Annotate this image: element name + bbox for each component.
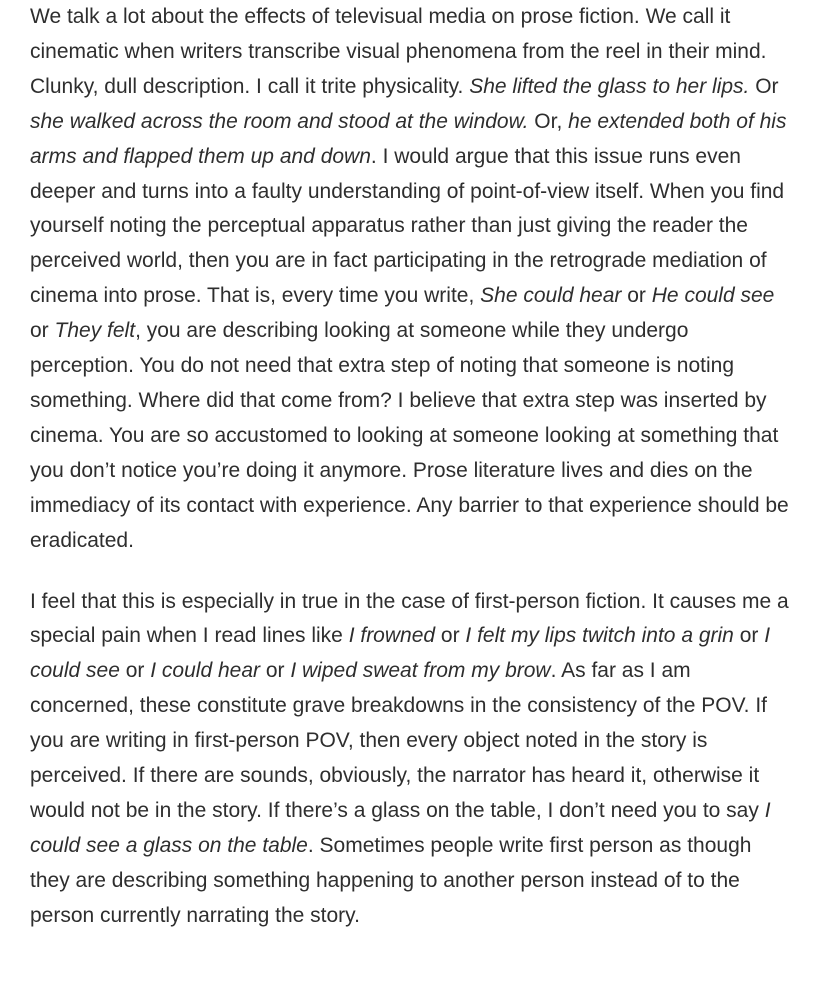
text-run: Or [749,74,779,98]
text-run: or [621,284,652,308]
text-run: . I would argue that this issue runs even deeper and turns into a faulty understanding of point-of-view itself. When you find yourself noting the perceptual apparatus rather than just giving the reader the perceived world, then you are in fact participating in the retrograde mediation of cinema into prose. That is, every time you write, [30,144,785,308]
text-run: I feel that this is especially in true in the case of first-person fiction. It causes me a special pain when I read lines like [30,589,789,648]
italic-phrase: I wiped sweat from my brow [290,659,551,683]
text-run: Or, [528,109,569,133]
text-run: We talk a lot about the effects of televisual media on prose fiction. We call it cinematic when writers transcribe visual phenomena from the reel in their mind. Clunky, dull description. I call it trite physicality. [30,5,767,98]
text-run: or [733,624,765,648]
text-run: or [119,659,151,683]
text-run: or [260,659,291,683]
italic-phrase: he extended both of his arms and flapped them up and down [30,109,787,168]
italic-phrase: I could see [30,624,771,683]
italic-phrase: I felt my lips twitch into a grin [465,624,734,648]
italic-phrase: She lifted the glass to her lips. [469,74,750,98]
paragraph-1 [30,0,790,559]
article-body [30,0,790,934]
text-run: or [435,624,466,648]
paragraph-2 [30,585,790,934]
text-run: or [30,319,55,343]
text-run: , you are describing looking at someone while they undergo perception. You do not need that extra step of noting that someone is noting something. Where did that come from? I believe that extra step was inserted by cinema. You are so accustomed to looking at someone looking at something that you don’t notice you’re doing it anymore. Prose literature lives and dies on the immediacy of its contact with experience. Any barrier to that experience should be eradicated. [30,319,789,552]
italic-phrase: I frowned [348,624,436,648]
italic-phrase: She could hear [480,284,622,308]
text-run: . Sometimes people write first person as though they are describing something happening to another person instead of to the person currently narrating the story. [30,833,752,927]
italic-phrase: I could hear [150,659,260,683]
italic-phrase: I could see a glass on the table [30,798,771,857]
italic-phrase: They felt [54,319,136,343]
italic-phrase: she walked across the room and stood at the window. [30,109,529,133]
text-run: . As far as I am concerned, these constitute grave breakdowns in the consistency of the POV. If you are writing in first-person POV, then every object noted in the story is perceived. If there are sounds, obviously, the narrator has heard it, otherwise it would not be in the story. If there’s a glass on the table, I don’t need you to say [30,659,767,822]
italic-phrase: He could see [651,284,775,308]
